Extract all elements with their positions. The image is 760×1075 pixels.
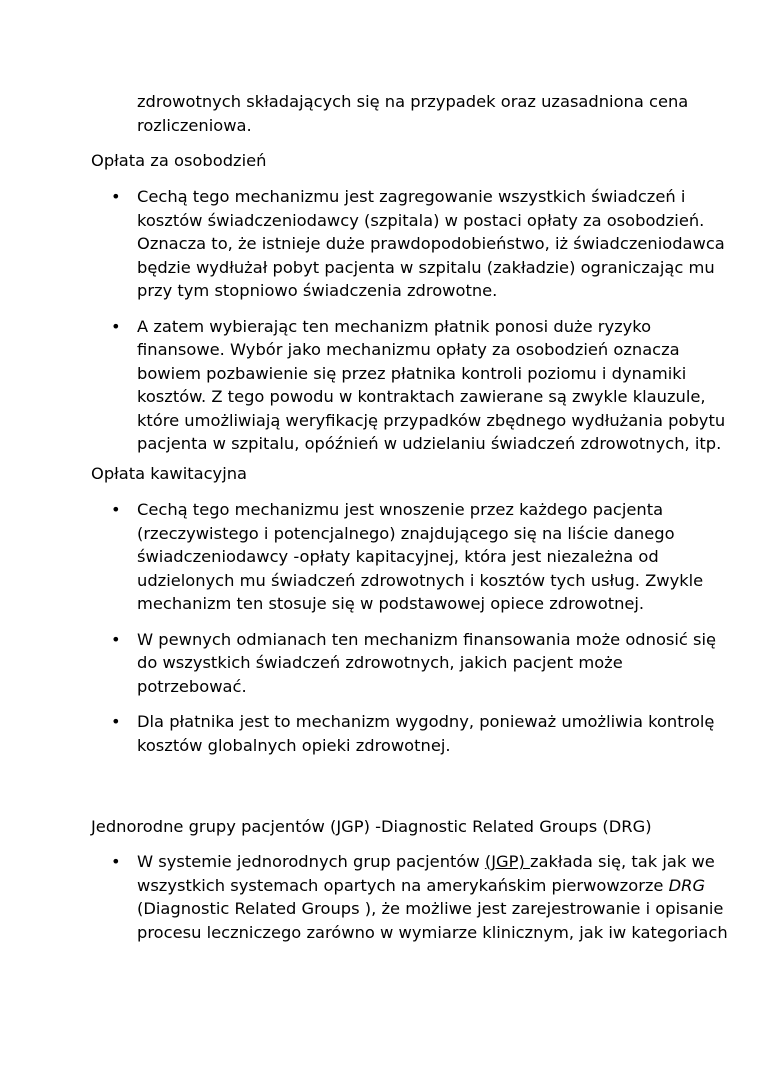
bullet-icon: • [111,187,121,206]
bullet-icon: • [111,316,121,336]
list-item [0,185,725,303]
bullet-icon: • [111,500,121,519]
text-line: bowiem pozbawienie się przez płatnika kontroli poziomu i dynamiki [137,363,687,383]
text-line: kosztów świadczeniodawcy (szpitala) w postaci opłaty za osobodzień. [137,210,705,230]
text-line [137,874,728,898]
text-line: przy tym stopniowo świadczenia zdrowotne. [137,281,498,300]
list-item [0,498,716,616]
text-line: pacjenta w szpitalu, opóźnień w udzielaniu świadczeń zdrowotnych, itp. [137,434,722,453]
text-line: Cechą tego mechanizmu jest zagregowanie wszystkich świadczeń i [137,187,686,206]
text-line: do wszystkich świadczeń zdrowotnych, jakich pacjent może [137,653,623,672]
text-segment: zakłada się, tak jak we [529,852,715,871]
text-line: zdrowotnych składających się na przypadek oraz uzasadniona cena [137,92,689,111]
list-item [0,315,725,456]
section-heading-jgp: Jednorodne grupy pacjentów (JGP) -Diagnostic Related Groups (DRG) [91,817,652,836]
list-item [0,628,716,699]
jgp-link[interactable]: (JGP) [484,852,530,871]
bullet-list-jgp [0,850,728,944]
list-item [0,850,728,944]
text-line: Dla płatnika jest to mechanizm wygodny, ponieważ umożliwia kontrolę [137,712,715,731]
text-line: finansowe. Wybór jako mechanizmu opłaty za osobodzień oznacza [137,340,680,359]
text-line: A zatem wybierając ten mechanizm płatnik ponosi duże ryzyko [137,316,652,336]
bullet-icon: • [111,629,121,649]
text-segment: wszystkich systemach opartych na amerykańskim pierwowzorze [137,875,669,895]
text-line: udzielonych mu świadczeń zdrowotnych i kosztów tych usług. Zwykle [137,570,704,590]
intro-continuation [137,90,688,137]
text-line: mechanizm ten stosuje się w podstawowej opiece zdrowotnej. [137,594,645,613]
drg-italic: DRG [668,875,706,895]
text-segment: W systemie jednorodnych grup pacjentów [137,852,485,871]
text-line: procesu leczniczego zarówno w wymiarze klinicznym, jak iw kategoriach [137,922,728,942]
text-line: potrzebować. [137,676,247,696]
text-line: kosztów. Z tego powodu w kontraktach zawierane są zwykle klauzule, [137,387,706,406]
text-line: rozliczeniowa. [137,115,252,135]
bullet-list-osobodzien [0,185,725,456]
bullet-list-kawitacyjna [0,498,716,757]
section-heading-osobodzien: Opłata za osobodzień [91,151,267,170]
list-item [0,710,716,757]
text-line: świadczeniodawcy -opłaty kapitacyjnej, która jest niezależna od [137,547,659,566]
text-line: Oznacza to, że istnieje duże prawdopodobieństwo, iż świadczeniodawca [137,234,725,253]
text-line [137,850,728,874]
bullet-icon: • [111,712,121,731]
section-heading-kawitacyjna: Opłata kawitacyjna [91,464,248,483]
text-line: (Diagnostic Related Groups ), że możliwe jest zarejestrowanie i opisanie [137,899,724,918]
text-line: będzie wydłużał pobyt pacjenta w szpitalu (zakładzie) ograniczając mu [137,257,715,277]
text-line: które umożliwiają weryfikację przypadków zbędnego wydłużania pobytu [137,410,726,430]
bullet-icon: • [111,852,121,871]
text-line: kosztów globalnych opieki zdrowotnej. [137,735,451,755]
text-line: Cechą tego mechanizmu jest wnoszenie przez każdego pacjenta [137,500,664,519]
text-line: W pewnych odmianach ten mechanizm finansowania może odnosić się [137,629,717,649]
text-line: (rzeczywistego i potencjalnego) znajdującego się na liście danego [137,523,675,543]
